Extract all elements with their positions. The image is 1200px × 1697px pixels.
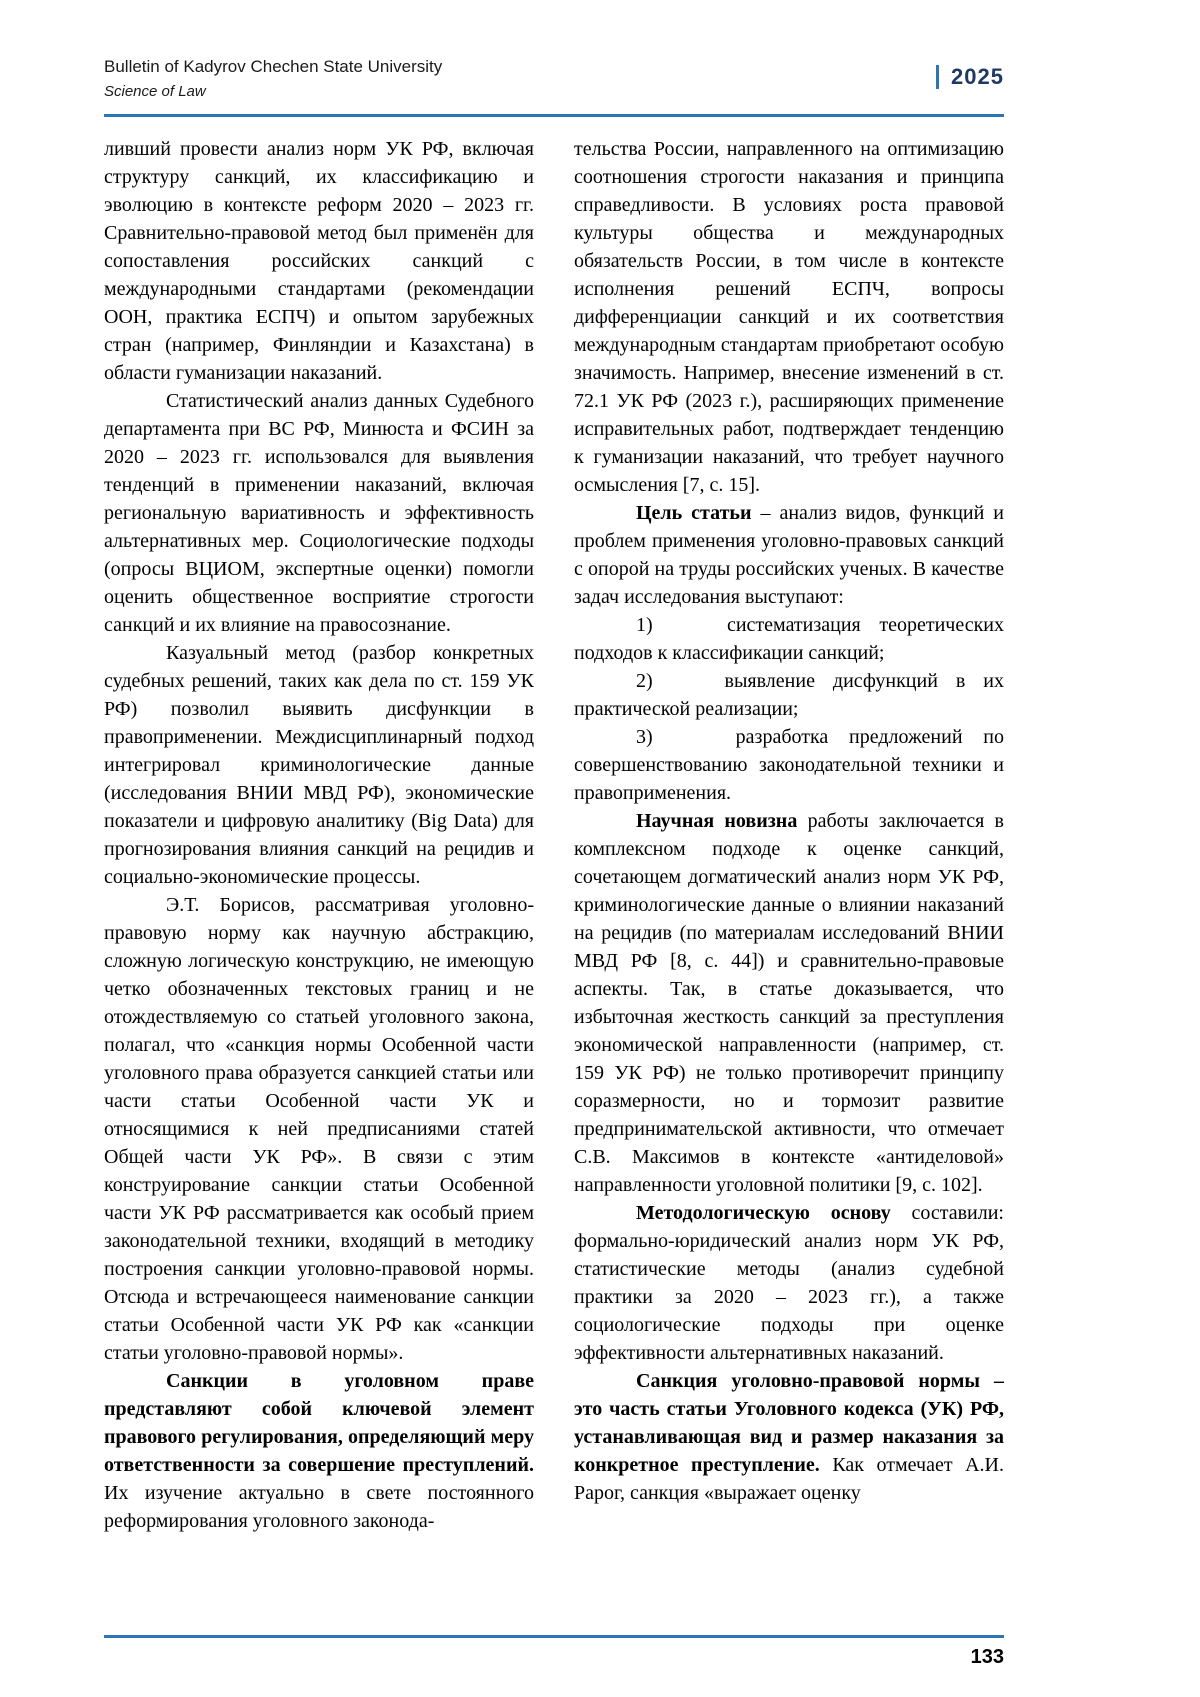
bold-text-run: Методологическую основу	[636, 1201, 891, 1224]
text-run: – анализ видов, функций и проблем применения уголовно-правовых санкций с опорой на труды российских ученых. В качестве задач исследования выступают:	[574, 501, 1004, 608]
page-header	[104, 56, 1004, 100]
bold-text-run: Санкции в уголовном праве представляют собой ключевой элемент правового регулирования, определяющий меру ответственности за совершение преступлений.	[104, 1369, 534, 1476]
paragraph	[104, 135, 534, 387]
paragraph	[104, 387, 534, 639]
journal-subtitle: Science of Law	[104, 82, 206, 100]
text-run: составили: формально-юридический анализ норм УК РФ, статистические методы (анализ судебной практики за 2020 – 2023 гг.), а также социологические подходы при оценке эффективности альтернативных наказаний.	[574, 1201, 1004, 1364]
paragraph	[574, 611, 1004, 667]
paragraph	[574, 499, 1004, 611]
issue-year-block	[936, 64, 1004, 90]
paragraph	[104, 1367, 534, 1535]
journal-identity	[104, 56, 442, 100]
paragraph	[104, 891, 534, 1367]
issue-year: 2025	[951, 64, 1004, 89]
text-run: работы заключается в комплексном подходе к оценке санкций, сочетающем догматический анализ норм УК РФ, криминологические данные о влиянии наказаний на рецидив (по материалам исследований ВНИИ МВД РФ [8, с. 44]) и сравнительно-правовые аспекты. Так, в статье доказывается, что избыточная жесткость санкций за преступления экономической направленности (например, ст. 159 УК РФ) не только противоречит принципу соразмерности, но и тормозит развитие предпринимательской активности, что отмечает С.В. Максимов в контексте «антиделовой» направленности уголовной политики [9, с. 102].	[574, 809, 1004, 1196]
paragraph	[574, 1367, 1004, 1507]
left-column	[104, 135, 534, 1535]
text-run: тельства России, направленного на оптимизацию соотношения строгости наказания и принципа справедливости. В условиях роста правовой культуры общества и международных обязательств России, в том числе в контексте исполнения решений ЕСПЧ, вопросы дифференциации санкций и их соответствия международным стандартам приобретают особую значимость. Например, внесение изменений в ст. 72.1 УК РФ (2023 г.), расширяющих применение исправительных работ, подтверждает тенденцию к гуманизации наказаний, что требует научного осмысления [7, с. 15].	[574, 137, 1004, 496]
text-run: 1) систематизация теоретических подходов к классификации санкций;	[574, 613, 1004, 664]
footer-rule	[104, 1635, 1004, 1638]
page-number: 133	[970, 1646, 1004, 1668]
header-rule	[104, 114, 1004, 117]
text-run: 3) разработка предложений по совершенствованию законодательной техники и правоприменения.	[574, 725, 1004, 804]
text-run: Статистический анализ данных Судебного департамента при ВС РФ, Минюста и ФСИН за 2020 – 2023 гг. использовался для выявления тенденций в применении наказаний, включая региональную вариативность и эффективность альтернативных мер. Социологические подходы (опросы ВЦИОМ, экспертные оценки) помогли оценить общественное восприятие строгости санкций и их влияние на правосознание.	[104, 389, 534, 636]
text-run: 2) выявление дисфункций в их практической реализации;	[574, 669, 1004, 720]
text-run: Их изучение актуально в свете постоянного реформирования уголовного законода-	[104, 1481, 534, 1532]
paragraph	[104, 639, 534, 891]
bold-text-run: Цель статьи	[636, 501, 752, 524]
text-run: Казуальный метод (разбор конкретных судебных решений, таких как дела по ст. 159 УК РФ) позволил выявить дисфункции в правоприменении. Междисциплинарный подход интегрировал криминологические данные (исследования ВНИИ МВД РФ), экономические показатели и цифровую аналитику (Big Data) для прогнозирования влияния санкций на рецидив и социально-экономические процессы.	[104, 641, 534, 888]
text-run: Как отмечает А.И. Рарог, санкция «выражает оценку	[574, 1453, 1004, 1504]
paragraph	[574, 807, 1004, 1199]
right-column	[574, 135, 1004, 1535]
text-run: Э.Т. Борисов, рассматривая уголовно-правовую норму как научную абстракцию, сложную логическую конструкцию, не имеющую четко обозначенных текстовых границ и не отождествляемую со статьей уголовного закона, полагал, что «санкция нормы Особенной части уголовного права образуется санкцией статьи или части статьи Особенной части УК и относящимися к ней предписаниями статей Общей части УК РФ». В связи с этим конструирование санкции статьи Особенной части УК РФ рассматривается как особый прием законодательной техники, входящий в методику построения санкции уголовно-правовой нормы. Отсюда и встречающееся наименование санкции статьи Особенной части УК РФ как «санкции статьи уголовно-правовой нормы».	[104, 893, 534, 1364]
article-body	[104, 135, 1004, 1535]
paragraph	[574, 723, 1004, 807]
paragraph	[574, 135, 1004, 499]
page-footer	[104, 1635, 1004, 1669]
paragraph	[574, 1199, 1004, 1367]
text-run: ливший провести анализ норм УК РФ, включая структуру санкций, их классификацию и эволюцию в контексте реформ 2020 – 2023 гг. Сравнительно-правовой метод был применён для сопоставления российских санкций с международными стандартами (рекомендации ООН, практика ЕСПЧ) и опытом зарубежных стран (например, Финляндии и Казахстана) в области гуманизации наказаний.	[104, 137, 534, 384]
bold-text-run: Санкция уголовно-правовой нормы – это часть статьи Уголовного кодекса (УК) РФ, устанавливающая вид и размер наказания за конкретное преступление.	[574, 1369, 1004, 1476]
year-divider-bar	[936, 65, 939, 89]
bold-text-run: Научная новизна	[636, 809, 798, 832]
paragraph	[574, 667, 1004, 723]
journal-title: Bulletin of Kadyrov Chechen State University	[104, 57, 443, 76]
